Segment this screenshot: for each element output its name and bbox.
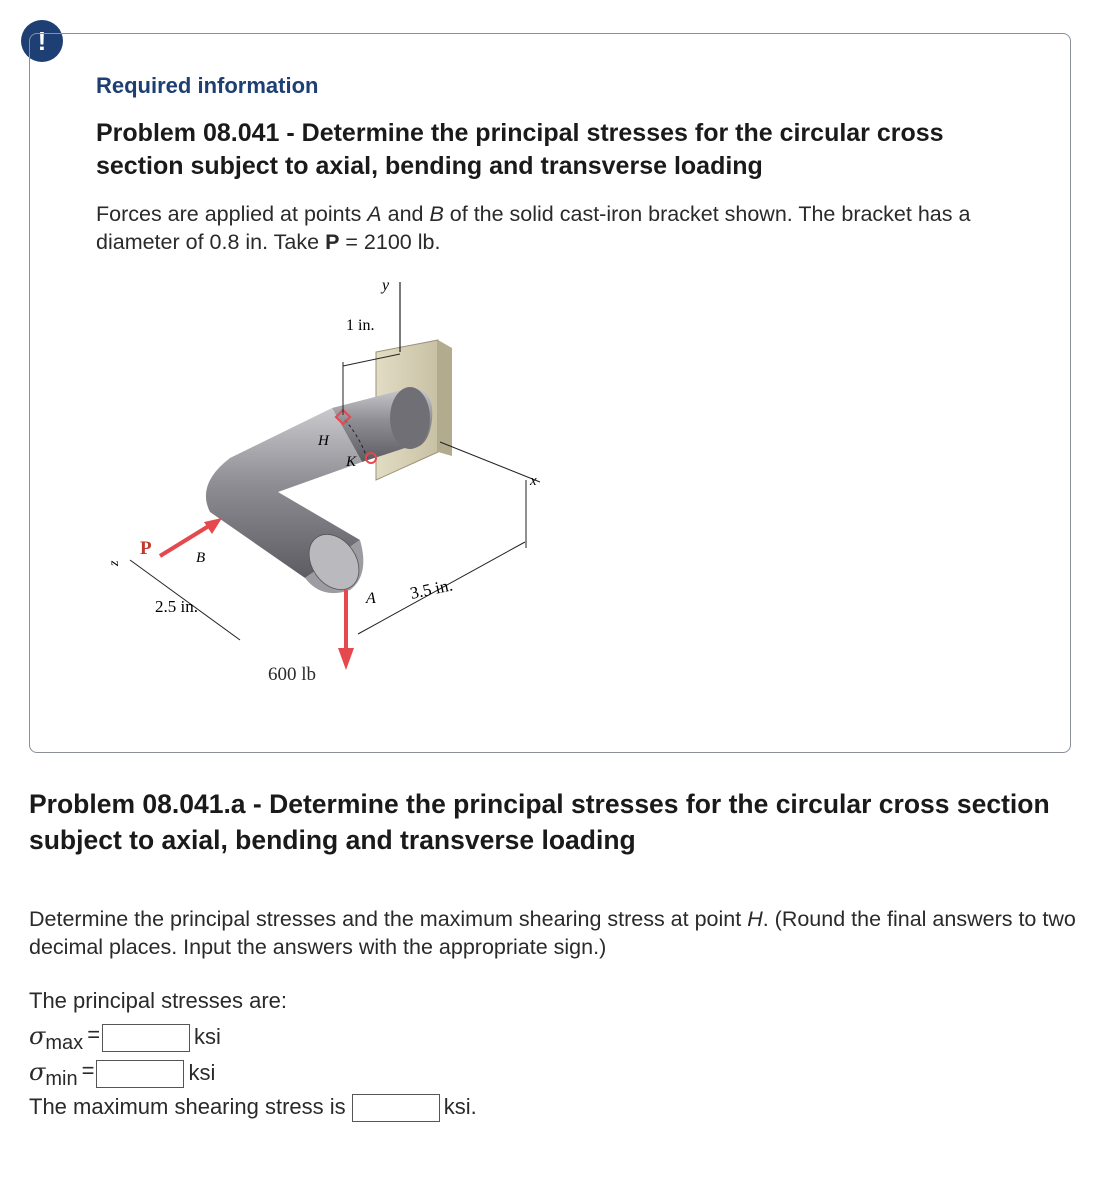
part-a-title: Problem 08.041.a - Determine the principal stresses for the circular cross section subject to axial, bending and transverse loading	[29, 789, 1050, 855]
bracket-figure	[100, 270, 600, 690]
force-p	[140, 518, 222, 566]
principal-stresses-intro: The principal stresses are:	[29, 988, 287, 1013]
point-b-label: B	[196, 550, 206, 566]
z-axis-label: z	[107, 560, 122, 566]
y-axis-label: y	[382, 277, 390, 294]
dim-1in-label: 1 in.	[346, 317, 375, 334]
dim-2-5in-label: 2.5 in.	[155, 597, 198, 616]
force-600lb-label: 600 lb	[268, 664, 317, 685]
required-info-heading: Required information	[96, 73, 319, 98]
exclamation-icon: !	[37, 26, 47, 56]
part-a-description: Determine the principal stresses and the maximum shearing stress at point H. (Round the final answers to two decimal places. Input the answers with the appropriate sign.)	[29, 907, 1076, 959]
point-h-label: H	[318, 433, 329, 449]
sigma-min-row: σmin = ksi	[29, 1058, 216, 1090]
point-k-label: K	[346, 454, 357, 470]
problem-description: Forces are applied at points A and B of the solid cast-iron bracket shown. The bracket has a diameter of 0.8 in. Take P = 2100 lb.	[96, 202, 971, 254]
pipe-elbow	[206, 408, 369, 599]
max-shear-label: The maximum shearing stress is	[29, 1094, 346, 1119]
sigma-min-input[interactable]	[96, 1060, 184, 1088]
max-shear-row: The maximum shearing stress is ksi.	[29, 1094, 477, 1122]
sigma-max-row: σmax = ksi	[29, 1022, 221, 1054]
sigma-max-input[interactable]	[102, 1024, 190, 1052]
force-600lb	[268, 590, 376, 685]
problem-title: Problem 08.041 - Determine the principal stresses for the circular cross section subject to axial, bending and transverse loading	[96, 119, 944, 180]
max-shear-input[interactable]	[352, 1094, 440, 1122]
point-a-label: A	[366, 590, 376, 607]
dim-3-5in-label: 3.5 in.	[408, 575, 455, 603]
force-p-label: P	[140, 538, 152, 559]
x-axis-label: x	[530, 473, 537, 489]
y-axis	[380, 277, 400, 352]
z-axis	[107, 560, 240, 640]
